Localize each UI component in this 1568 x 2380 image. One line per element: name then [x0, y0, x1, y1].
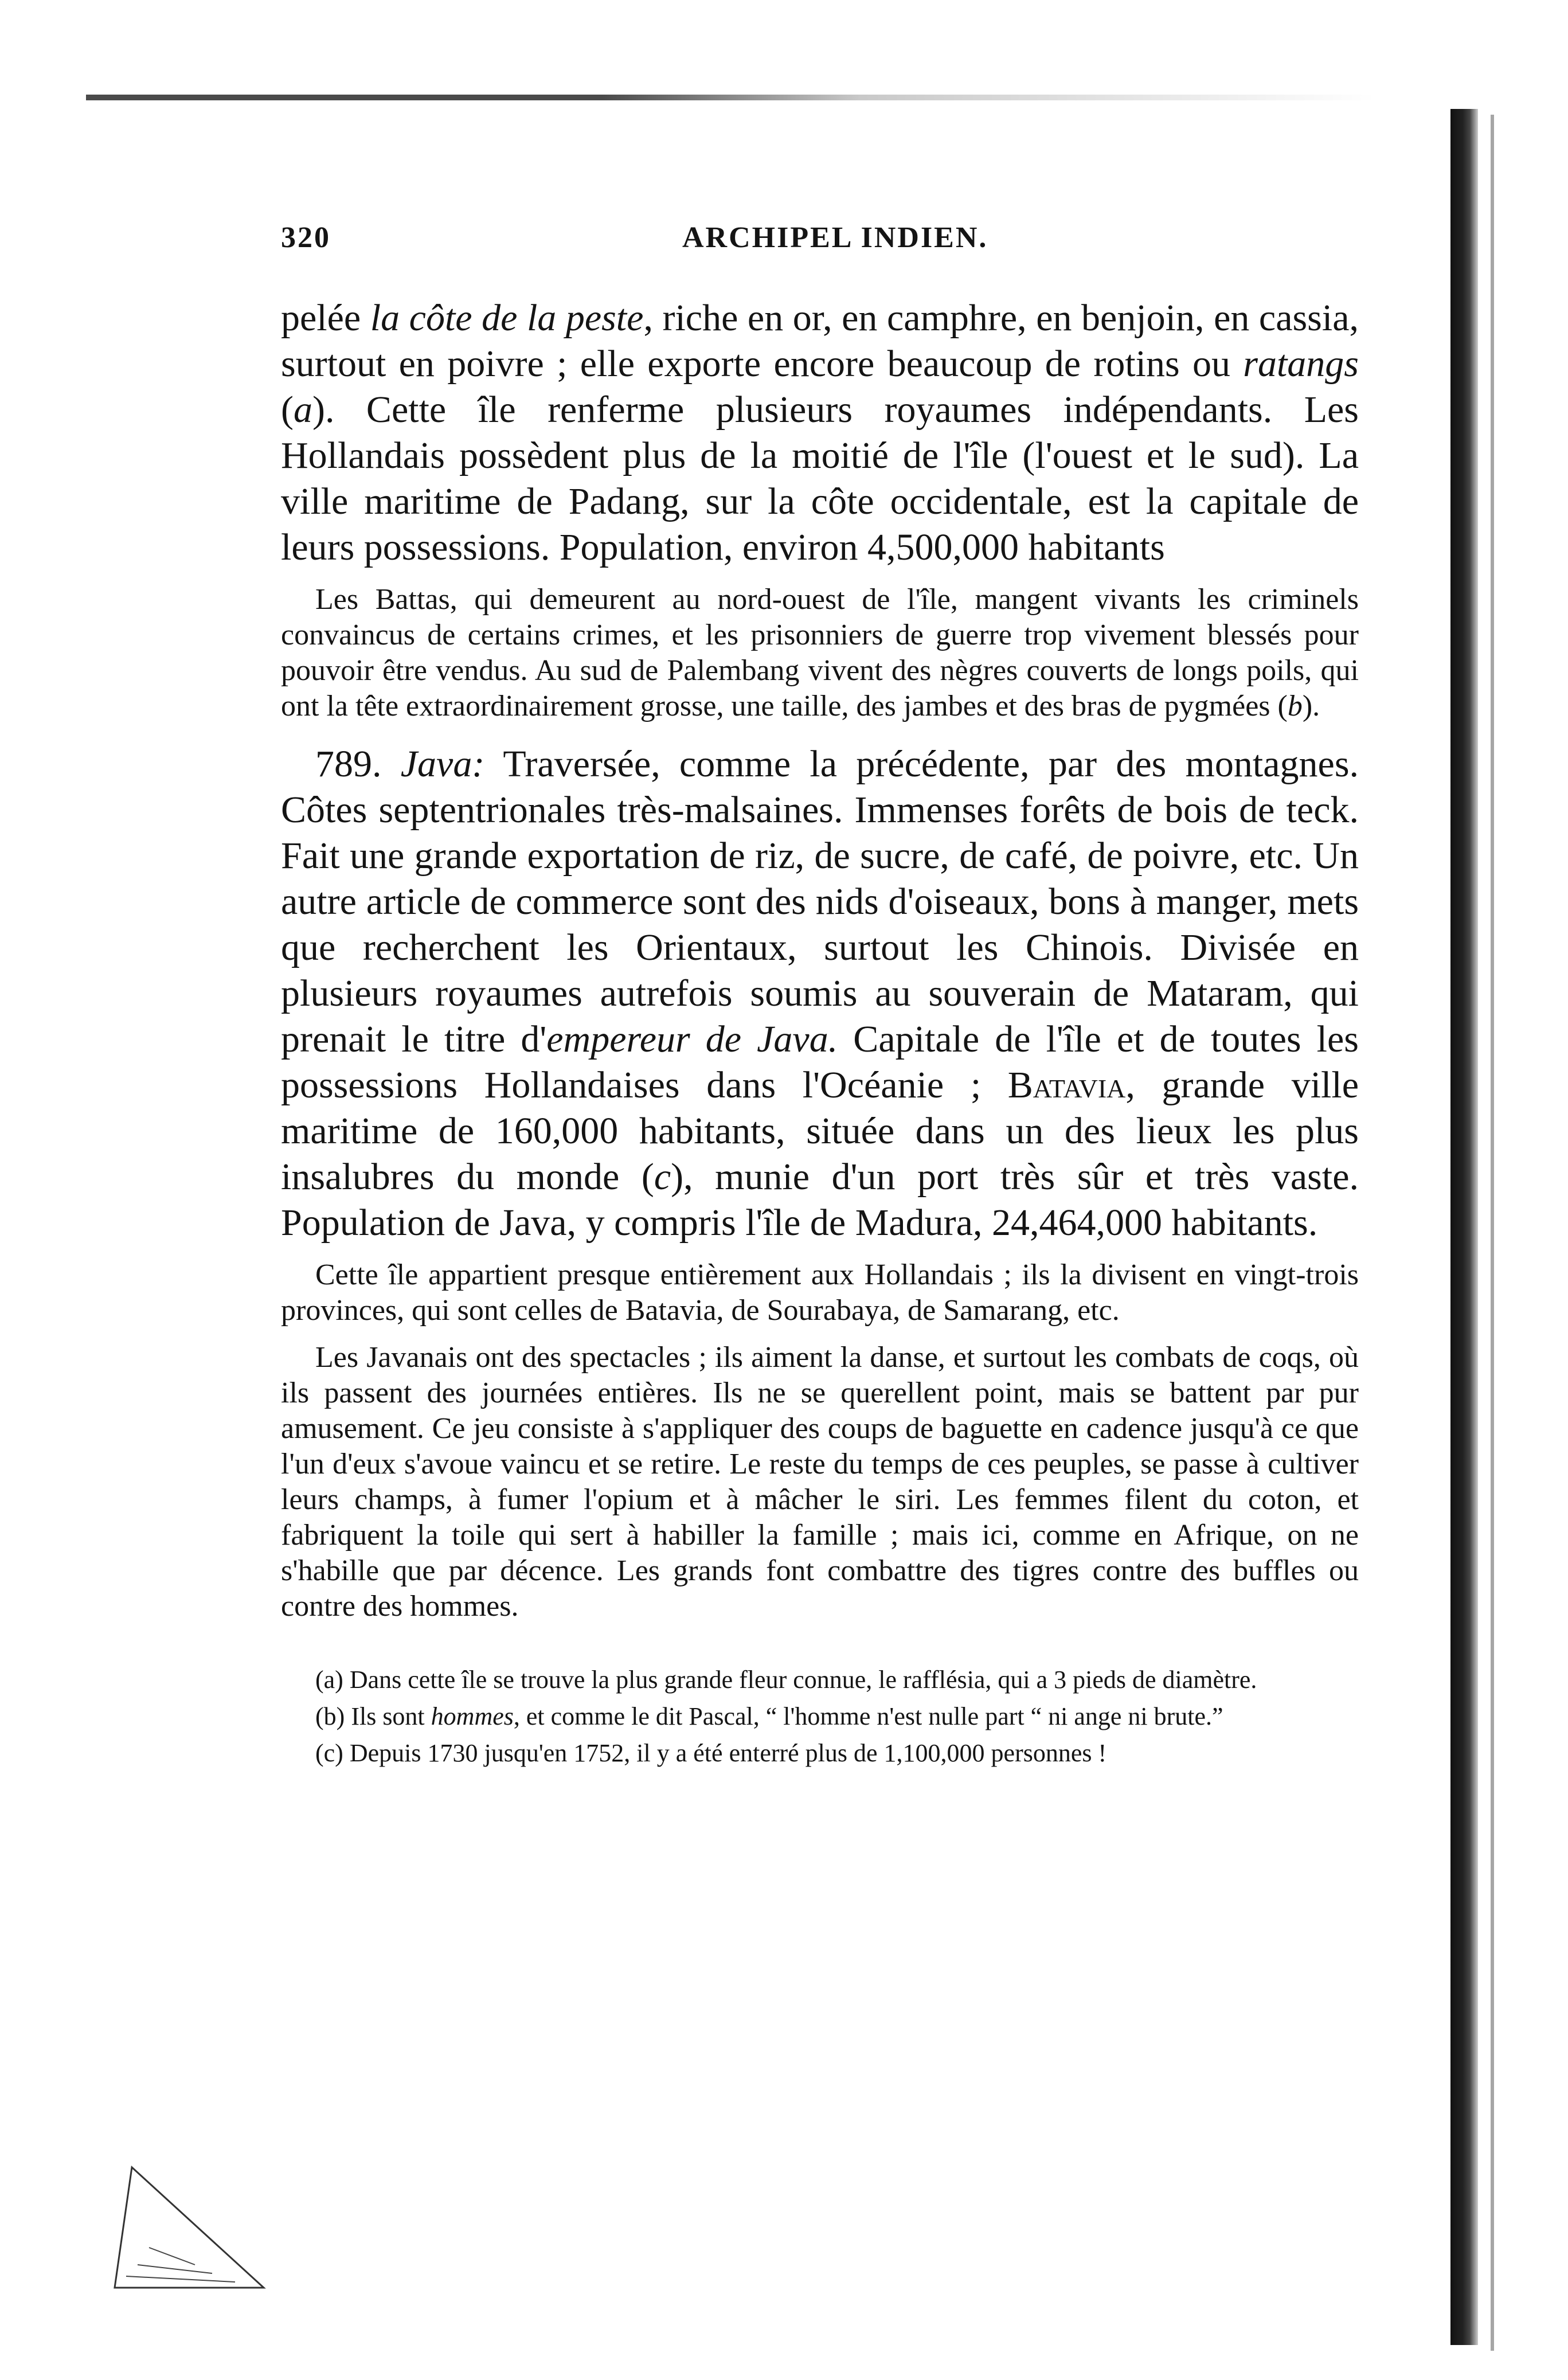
- page-header: [281, 221, 1359, 278]
- footnote-c: (c) Depuis 1730 jusqu'en 1752, il y a été enterré plus de 1,100,000 personnes !: [315, 1739, 1107, 1767]
- book-spine-shadow: [1450, 109, 1478, 2345]
- running-title: ARCHIPEL INDIEN.: [682, 221, 988, 254]
- book-spine-line: [1491, 115, 1494, 2351]
- footnotes: [281, 1664, 1359, 1769]
- footnote-b: (b) Ils sont hommes, et comme le dit Pascal, “ l'homme n'est nulle part “ ni ange ni brute.”: [315, 1702, 1223, 1730]
- folded-corner-mark: [109, 2150, 269, 2293]
- paragraph-sumatra: pelée la côte de la peste, riche en or, en camphre, en benjoin, en cassia, surtout en poivre ; elle exporte encore beaucoup de rotins ou ratangs (a). Cette île renferme plusieurs royaumes indépendants. Les Hollandais possèdent plus de la moitié de l'île (l'ouest et le sud). La ville maritime de Padang, sur la côte occidentale, est la capitale de leurs possessions. Population, environ 4,500,000 habitants: [281, 297, 1359, 568]
- note-javanese-customs: Les Javanais ont des spectacles ; ils aiment la danse, et surtout les combats de coqs, où ils passent des journées entières. Ils ne se querellent point, mais se battent par pur amusement. Ce jeu consiste à s'appliquer des coups de baguette en cadence jusqu'à ce que l'un d'eux s'avoue vaincu et se retire. Le reste du temps de ces peuples, se passe à cultiver leurs champs, à fumer l'opium et à mâcher le siri. Les femmes filent du coton, et fabriquent la toile qui sert à habiller la famille ; mais ici, comme en Afrique, on ne s'habille que par décence. Les grands font combattre des tigres contre des buffles ou contre des hommes.: [281, 1341, 1359, 1623]
- page-number: 320: [281, 221, 331, 254]
- page-content: [281, 221, 1359, 1769]
- scan-top-edge: [86, 95, 1376, 100]
- note-battas: Les Battas, qui demeurent au nord-ouest de l'île, mangent vivants les criminels convaincus de certains crimes, et les prisonniers de guerre trop vivement blessés pour pouvoir être vendus. Au sud de Palembang vivent des nègres couverts de longs poils, qui ont la tête extraordinairement grosse, une taille, des jambes et des bras de pygmées (b).: [281, 583, 1359, 722]
- footnote-a: (a) Dans cette île se trouve la plus grande fleur connue, le rafflésia, qui a 3 pieds de diamètre.: [315, 1666, 1257, 1694]
- paragraph-java: 789. Java: Traversée, comme la précédente, par des montagnes. Côtes septentrionales très-malsaines. Immenses forêts de bois de teck. Fait une grande exportation de riz, de sucre, de café, de poivre, etc. Un autre article de commerce sont des nids d'oiseaux, bons à manger, mets que recherchent les Orientaux, surtout les Chinois. Divisée en plusieurs royaumes autrefois soumis au souverain de Mataram, qui prenait le titre d'empereur de Java. Capitale de l'île et de toutes les possessions Hollandaises dans l'Océanie ; Batavia, grande ville maritime de 160,000 habitants, située dans un des lieux les plus insalubres du monde (c), munie d'un port très sûr et très vaste. Population de Java, y compris l'île de Madura, 24,464,000 habitants.: [281, 743, 1359, 1244]
- note-dutch-provinces: Cette île appartient presque entièrement aux Hollandais ; ils la divisent en vingt-trois provinces, qui sont celles de Batavia, de Sourabaya, de Samarang, etc.: [281, 1259, 1359, 1327]
